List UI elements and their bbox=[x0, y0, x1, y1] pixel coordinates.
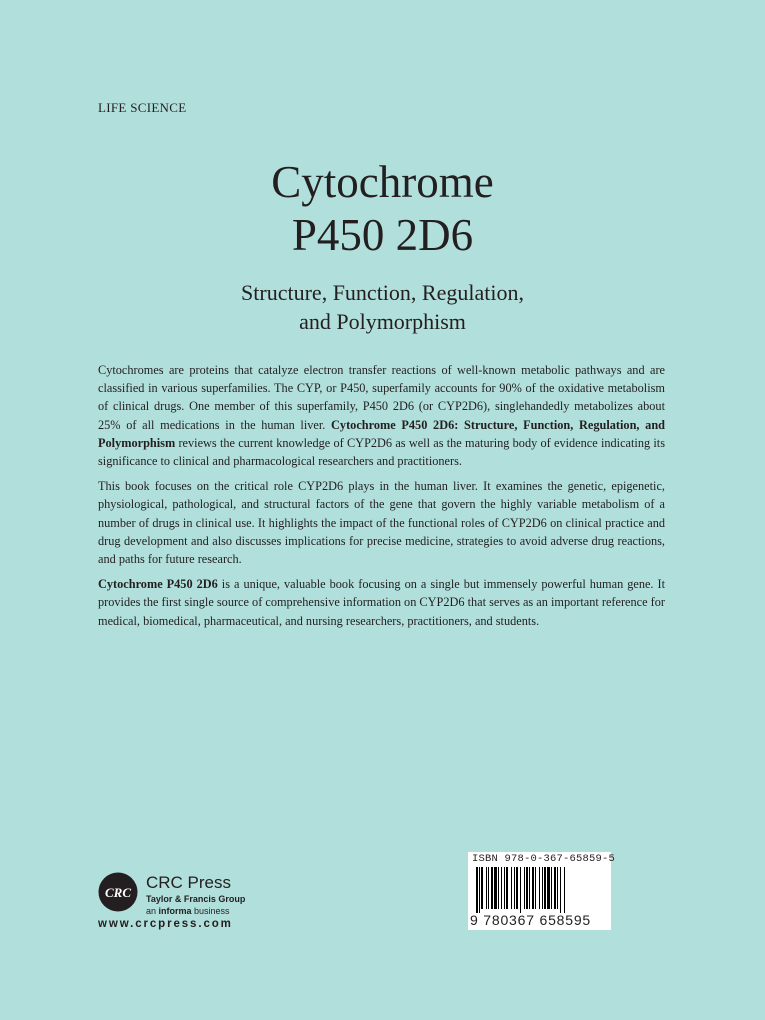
barcode-bar bbox=[506, 867, 508, 909]
book-title bbox=[0, 156, 765, 262]
business-suffix: business bbox=[191, 906, 230, 916]
publisher-business bbox=[146, 906, 230, 916]
barcode-bar bbox=[516, 867, 518, 909]
crc-logo-icon bbox=[98, 872, 138, 912]
title-line-1: Cytochrome bbox=[271, 157, 494, 207]
isbn-label: ISBN 978-0-367-65859-5 bbox=[472, 853, 616, 865]
barcode-bar bbox=[539, 867, 540, 909]
barcode-digits: 9 780367 658595 bbox=[470, 912, 591, 928]
barcode-bar bbox=[520, 867, 521, 913]
barcode-bar bbox=[491, 867, 493, 909]
blurb-paragraph-3 bbox=[98, 575, 665, 630]
barcode-bar bbox=[532, 867, 534, 909]
barcode-bar bbox=[542, 867, 543, 909]
subtitle-line-2: and Polymorphism bbox=[299, 309, 466, 334]
subtitle-line-1: Structure, Function, Regulation, bbox=[241, 280, 524, 305]
barcode-bar bbox=[488, 867, 489, 909]
blurb-p2-text: This book focuses on the critical role CYP2D6 plays in the human liver. It examines the genetic, epigenetic, physiological, pathological, and structural factors of the gene that govern the highly variable metabolism of a number of drugs in clinical use. It highlights the impact of the functional roles of CYP2D6 on clinical practice and drug development and also discusses implications for precise medicine, strategies to avoid adverse drug reactions, and paths for future research. bbox=[98, 479, 665, 567]
barcode-bar bbox=[479, 867, 480, 913]
barcode-bar bbox=[554, 867, 556, 909]
publisher-block bbox=[98, 870, 268, 940]
blurb-p1-text: Cytochromes are proteins that catalyze electron transfer reactions of well-known metabolic pathways and are classified in various superfamilies. The CYP, or P450, superfamily accounts for 90% of the oxidative metabolism of clinical drugs. One member of this superfamily, P450 2D6 (or CYP2D6), singlehandedly metabolizes about 25% of all medications in the human liver. bbox=[98, 363, 665, 432]
barcode-bar bbox=[494, 867, 497, 909]
barcode-bar bbox=[544, 867, 546, 909]
barcode-bar bbox=[547, 867, 550, 909]
blurb-p3-tail: is a unique, valuable book focusing on a single but immensely powerful human gene. It provides the first single source of comprehensive information on CYP2D6 that serves as an important reference for medical, biomedical, pharmaceutical, and nursing researchers, practitioners, and students. bbox=[98, 577, 666, 628]
barcode-bar bbox=[501, 867, 502, 909]
barcode-bar bbox=[504, 867, 505, 909]
description-blurb bbox=[98, 361, 665, 637]
barcode-bar bbox=[498, 867, 499, 909]
barcode-bar bbox=[481, 867, 483, 909]
title-line-2: P450 2D6 bbox=[291, 210, 474, 260]
barcode-bar bbox=[535, 867, 536, 909]
barcode-bar bbox=[529, 867, 530, 909]
barcode-bar bbox=[511, 867, 512, 909]
barcode-bars bbox=[476, 867, 604, 913]
barcode-bar bbox=[524, 867, 525, 909]
business-brand: informa bbox=[158, 906, 192, 916]
publisher-name: CRC Press bbox=[146, 873, 232, 892]
barcode-bar bbox=[551, 867, 552, 909]
blurb-paragraph-1 bbox=[98, 361, 665, 470]
barcode-bar bbox=[526, 867, 528, 909]
category-label: LIFE SCIENCE bbox=[98, 100, 187, 115]
publisher-url: www.crcpress.com bbox=[98, 918, 233, 930]
barcode-bar bbox=[564, 867, 565, 913]
blurb-p1-tail: reviews the current knowledge of CYP2D6 as well as the maturing body of evidence indicating its significance to clinical and pharmacological researchers and practitioners. bbox=[98, 435, 665, 469]
barcode-bar bbox=[514, 867, 515, 909]
blurb-p1-bold: Cytochrome P450 2D6: Structure, Function, Regulation, and Polymorphism bbox=[98, 417, 665, 450]
book-subtitle bbox=[0, 278, 765, 336]
blurb-p3-bold: Cytochrome P450 2D6 bbox=[98, 577, 218, 592]
crc-logo-text: CRC bbox=[104, 885, 132, 900]
publisher-group: Taylor & Francis Group bbox=[146, 894, 246, 904]
barcode-bar bbox=[557, 867, 558, 909]
barcode-bar bbox=[560, 867, 561, 913]
business-prefix: an bbox=[146, 906, 159, 916]
barcode-bar bbox=[486, 867, 487, 909]
barcode-bar bbox=[476, 867, 478, 913]
blurb-paragraph-2 bbox=[98, 477, 665, 568]
isbn-barcode bbox=[468, 852, 616, 930]
